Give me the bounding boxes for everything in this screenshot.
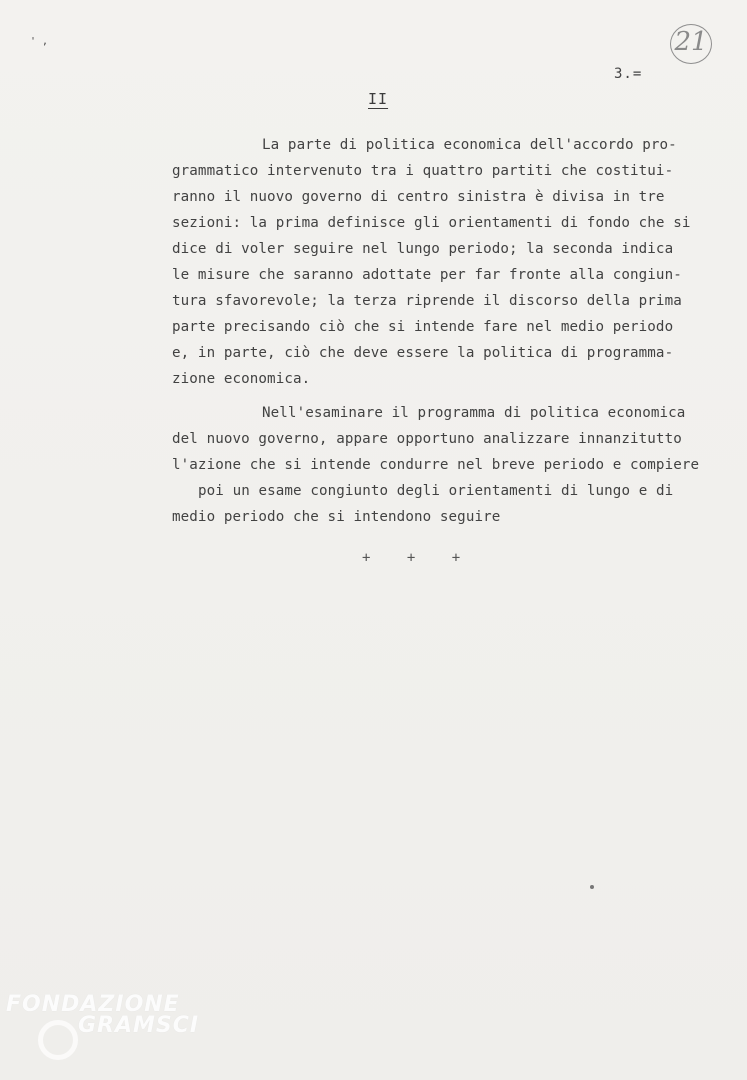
text-line: medio periodo che si intendono seguire (172, 509, 501, 525)
archive-number-stamp (670, 24, 712, 64)
body-text (172, 132, 732, 530)
text-line: La parte di politica economica dell'accordo pro- (262, 137, 677, 153)
watermark-line-1: FONDAZIONE (6, 992, 180, 1017)
text-line: sezioni: la prima definisce gli orientamenti di fondo che si (172, 215, 691, 231)
text-line: del nuovo governo, appare opportuno analizzare innanzitutto (172, 431, 682, 447)
text-line: grammatico intervenuto tra i quattro partiti che costitui- (172, 163, 674, 179)
text-line: e, in parte, ciò che deve essere la politica di programma- (172, 345, 674, 361)
archive-number: 21 (674, 27, 708, 57)
paper-speck (590, 885, 594, 889)
section-separator: + + + (362, 550, 475, 566)
paragraph-gap (172, 392, 732, 400)
text-line: tura sfavorevole; la terza riprende il discorso della prima (172, 293, 682, 309)
text-line: dice di voler seguire nel lungo periodo; la seconda indica (172, 241, 674, 257)
watermark-logo-icon (38, 1020, 78, 1060)
text-line: Nell'esaminare il programma di politica economica (262, 405, 686, 421)
text-line: ranno il nuovo governo di centro sinistra è divisa in tre (172, 189, 665, 205)
text-line: parte precisando ciò che si intende fare nel medio periodo (172, 319, 674, 335)
section-heading: II (368, 90, 389, 108)
paragraph-1 (172, 132, 732, 392)
archive-watermark (6, 992, 199, 1038)
text-line: zione economica. (172, 371, 311, 387)
corner-marks: ' , (30, 36, 49, 47)
text-line: poi un esame congiunto degli orientamenti di lungo e di (198, 483, 674, 499)
paragraph-2 (172, 400, 732, 530)
text-line: le misure che saranno adottate per far fronte alla congiun- (172, 267, 682, 283)
watermark-line-2: GRAMSCI (78, 1013, 200, 1038)
page-number: 3.= (614, 66, 643, 82)
text-line: l'azione che si intende condurre nel breve periodo e compiere (172, 457, 700, 473)
